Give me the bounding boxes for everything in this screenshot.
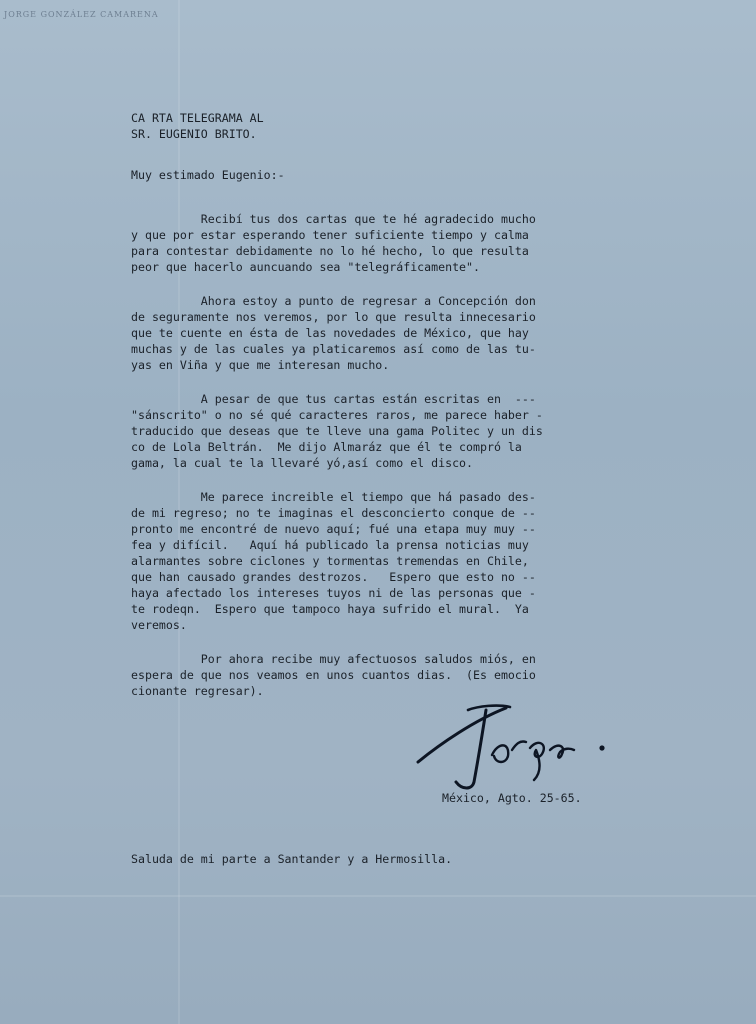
paragraph-line: te rodeqn. Espero que tampoco haya sufrido el mural. Ya bbox=[131, 602, 529, 616]
paragraph-line: y que por estar esperando tener suficiente tiempo y calma bbox=[131, 228, 529, 242]
paragraph-line: espera de que nos veamos en unos cuantos dias. (Es emocio bbox=[131, 668, 536, 682]
header-line: CA RTA TELEGRAMA AL bbox=[131, 111, 264, 125]
paragraph-line: muchas y de las cuales ya platicaremos así como de las tu- bbox=[131, 342, 536, 356]
paragraph-line: gama, la cual te la llevaré yó,así como el disco. bbox=[131, 456, 474, 470]
paragraph-line: peor que hacerlo auncuando sea "telegráficamente". bbox=[131, 260, 481, 274]
paragraph-line: Por ahora recibe muy afectuosos saludos miós, en bbox=[131, 652, 536, 666]
handwritten-signature bbox=[410, 700, 620, 795]
paragraph-line: cionante regresar). bbox=[131, 684, 264, 698]
paragraph-line: que han causado grandes destrozos. Espero que esto no -- bbox=[131, 570, 536, 584]
salutation: Muy estimado Eugenio:- bbox=[131, 168, 285, 182]
paper-fold-horizontal bbox=[0, 895, 756, 897]
paragraph-line: "sánscrito" o no sé qué caracteres raros, me parece haber - bbox=[131, 408, 543, 422]
paragraph-line: co de Lola Beltrán. Me dijo Almaráz que él te compró la bbox=[131, 440, 522, 454]
paragraph-line: Me parece increible el tiempo que há pasado des- bbox=[131, 490, 536, 504]
paragraph-line: Ahora estoy a punto de regresar a Concepción don bbox=[131, 294, 536, 308]
paragraph-line: alarmantes sobre ciclones y tormentas tremendas en Chile, bbox=[131, 554, 529, 568]
paragraph-line: haya afectado los intereses tuyos ni de las personas que - bbox=[131, 586, 536, 600]
paragraph-line: veremos. bbox=[131, 618, 187, 632]
paragraph-line: fea y difícil. Aquí há publicado la prensa noticias muy bbox=[131, 538, 529, 552]
paragraph-line: Recibí tus dos cartas que te hé agradecido mucho bbox=[131, 212, 536, 226]
paragraph-line: de seguramente nos veremos, por lo que resulta innecesario bbox=[131, 310, 536, 324]
paragraph-line: traducido que deseas que te lleve una gama Politec y un dis bbox=[131, 424, 543, 438]
header-line: SR. EUGENIO BRITO. bbox=[131, 127, 257, 141]
paragraph-line: yas en Viña y que me interesan mucho. bbox=[131, 358, 390, 372]
paragraph-line: pronto me encontré de nuevo aquí; fué una etapa muy muy -- bbox=[131, 522, 536, 536]
paragraph-line: A pesar de que tus cartas están escritas en --- bbox=[131, 392, 536, 406]
paragraph-line: de mi regreso; no te imaginas el desconcierto conque de -- bbox=[131, 506, 536, 520]
paragraph-line: para contestar debidamente no lo hé hecho, lo que resulta bbox=[131, 244, 529, 258]
postscript: Saluda de mi parte a Santander y a Hermosilla. bbox=[131, 852, 453, 866]
letter-date: México, Agto. 25-65. bbox=[442, 791, 582, 805]
letterhead: JORGE GONZÁLEZ CAMARENA bbox=[4, 10, 159, 19]
paragraph-line: que te cuente en ésta de las novedades de México, que hay bbox=[131, 326, 529, 340]
